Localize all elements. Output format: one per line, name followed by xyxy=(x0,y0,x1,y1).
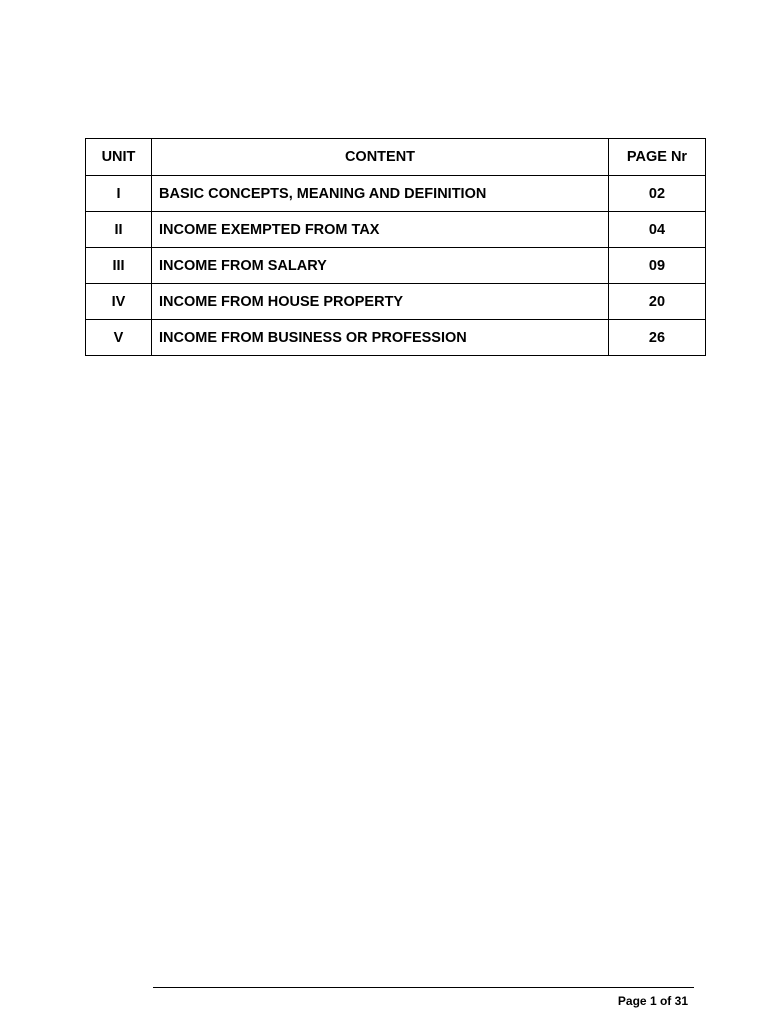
table-row xyxy=(86,284,706,320)
table-row xyxy=(86,176,706,212)
header-page: PAGE Nr xyxy=(609,139,706,176)
table-row xyxy=(86,248,706,284)
content-cell: INCOME FROM BUSINESS OR PROFESSION xyxy=(152,320,609,356)
page-cell: 20 xyxy=(609,284,706,320)
unit-cell: II xyxy=(86,212,152,248)
unit-cell: V xyxy=(86,320,152,356)
table-of-contents xyxy=(85,138,706,356)
page-cell: 04 xyxy=(609,212,706,248)
unit-cell: III xyxy=(86,248,152,284)
unit-cell: I xyxy=(86,176,152,212)
content-cell: INCOME FROM HOUSE PROPERTY xyxy=(152,284,609,320)
page-cell: 26 xyxy=(609,320,706,356)
page-cell: 09 xyxy=(609,248,706,284)
page-cell: 02 xyxy=(609,176,706,212)
content-cell: INCOME FROM SALARY xyxy=(152,248,609,284)
content-cell: INCOME EXEMPTED FROM TAX xyxy=(152,212,609,248)
page-label: Page xyxy=(617,994,647,1008)
current-page-number: 1 xyxy=(649,994,657,1008)
header-content: CONTENT xyxy=(152,139,609,176)
header-unit: UNIT xyxy=(86,139,152,176)
table-row xyxy=(86,320,706,356)
footer-divider xyxy=(153,987,694,988)
content-cell: BASIC CONCEPTS, MEANING AND DEFINITION xyxy=(152,176,609,212)
of-label: of xyxy=(659,994,672,1008)
table-row xyxy=(86,212,706,248)
table-header-row xyxy=(86,139,706,176)
page-number xyxy=(618,994,688,1008)
unit-cell: IV xyxy=(86,284,152,320)
total-pages-number: 31 xyxy=(674,994,688,1008)
